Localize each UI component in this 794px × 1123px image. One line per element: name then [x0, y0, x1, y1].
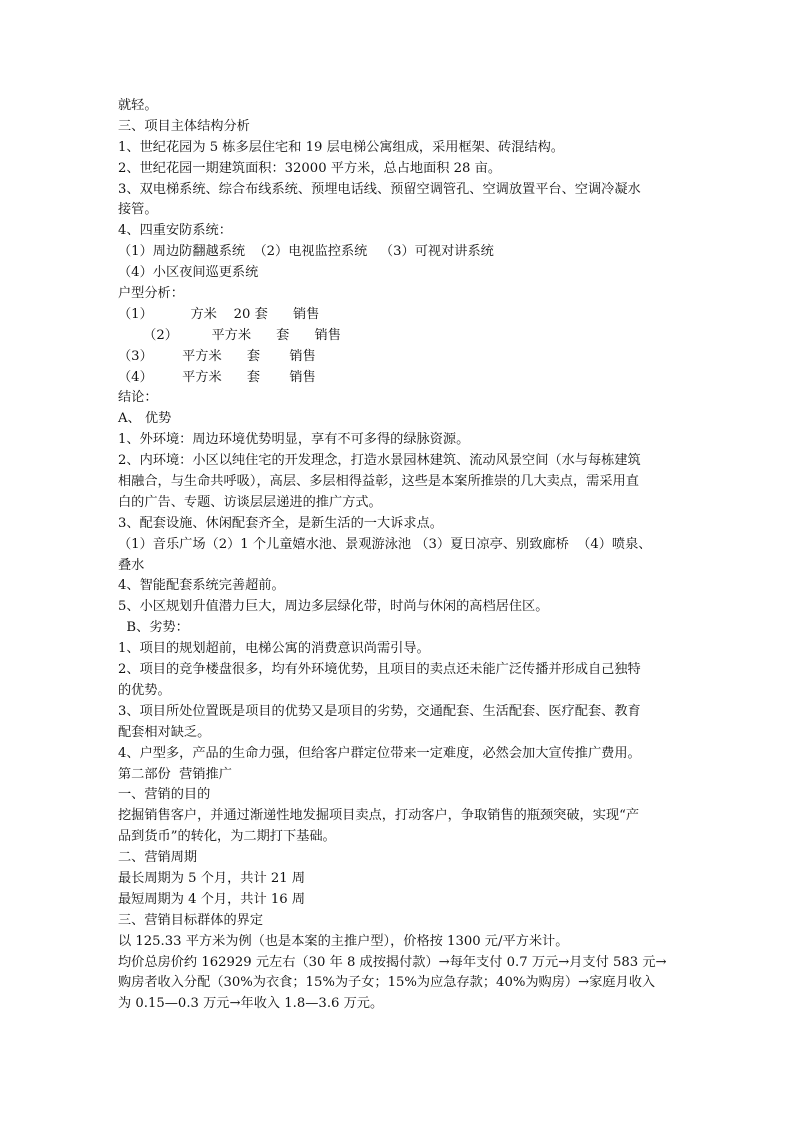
text-line: 相融合，与生命共呼吸），高层、多层相得益彰，这些是本案所推崇的几大卖点，需采用直 [118, 474, 639, 490]
section-heading: 三、营销目标群体的界定 [118, 912, 264, 928]
text-line: 以 125.33 平方米为例（也是本案的主推户型），价格按 1300 元/平方米计。 [118, 933, 569, 949]
text-line: B、劣势： [118, 620, 189, 636]
text-line: 叠水 [118, 557, 145, 573]
text-line: （1）音乐广场（2）1 个儿童嬉水池、景观游泳池 （3）夏日凉亭、别致廊桥 （4）喷泉、 [118, 536, 652, 552]
text-line: （1）周边防翻越系统 （2）电视监控系统 （3）可视对讲系统 [118, 244, 494, 260]
text-line: A、 优势 [118, 411, 172, 427]
text-line: 2、内环境：小区以纯住宅的开发理念，打造水景园林建筑、流动风景空间（水与每栋建筑 [118, 453, 641, 469]
section-heading: 户型分析： [118, 286, 184, 302]
section-heading: 三、项目主体结构分析 [118, 118, 250, 134]
text-line: 配套相对缺乏。 [118, 724, 211, 740]
text-line: 2、世纪花园一期建筑面积：32000 平方米，总占地面积 28 亩。 [118, 160, 502, 176]
text-line: 2、项目的竞争楼盘很多，均有外环境优势，且项目的卖点还未能广泛传播并形成自己独特 [118, 662, 641, 678]
text-line: 1、外环境：周边环境优势明显，享有不可多得的绿脉资源。 [118, 432, 470, 448]
text-line: 1、世纪花园为 5 栋多层住宅和 19 层电梯公寓组成，采用框架、砖混结构。 [118, 139, 564, 155]
text-line: 购房者收入分配（30%为衣食；15%为子女；15%为应急存款；40%为购房）→家庭月收入 [118, 975, 656, 991]
text-line: 最短周期为 4 个月，共计 16 周 [118, 891, 306, 907]
document-page [118, 96, 683, 1015]
text-line: 3、配套设施、休闲配套齐全，是新生活的一大诉求点。 [118, 515, 443, 531]
text-line: 最长周期为 5 个月，共计 21 周 [118, 870, 306, 886]
text-line: 品到货币”的转化，为二期打下基础。 [118, 829, 336, 845]
text-line: 挖掘销售客户，并通过渐递性地发掘项目卖点，打动客户，争取销售的瓶颈突破，实现“产 [118, 808, 640, 824]
text-line: 4、智能配套系统完善超前。 [118, 578, 285, 594]
section-heading: 第二部份 营销推广 [118, 766, 232, 782]
text-line: 就轻。 [118, 98, 158, 113]
section-heading: 一、营销的目的 [118, 787, 211, 803]
section-heading: 结论： [118, 390, 158, 406]
text-line: 3、项目所处位置既是项目的优势又是项目的劣势，交通配套、生活配套、医疗配套、教育 [118, 703, 641, 719]
text-line: （4） 平方米 套 销售 [118, 369, 316, 385]
section-heading: 二、营销周期 [118, 850, 198, 866]
text-line: 白的广告、专题、访谈层层递进的推广方式。 [118, 494, 382, 510]
text-line: （3） 平方米 套 销售 [118, 348, 316, 364]
text-line: 均价总房价约 162929 元左右（30 年 8 成按揭付款）→每年支付 0.7 万元→月支付 583 元→ [118, 954, 667, 970]
text-line: 的优势。 [118, 682, 171, 698]
text-line: 1、项目的规划超前，电梯公寓的消费意识尚需引导。 [118, 641, 430, 657]
text-line: （4）小区夜间巡更系统 [118, 265, 259, 281]
text-line: （2） 平方米 套 销售 [118, 327, 341, 343]
text-line: 为 0.15—0.3 万元→年收入 1.8—3.6 万元。 [118, 996, 384, 1012]
text-line: 接管。 [118, 202, 158, 218]
text-line: （1） 方米 20 套 销售 [118, 306, 320, 322]
text-line: 4、四重安防系统： [118, 223, 232, 239]
text-line: 3、双电梯系统、综合布线系统、预埋电话线、预留空调管孔、空调放置平台、空调冷凝水 [118, 181, 641, 197]
text-line: 4、户型多，产品的生命力强，但给客户群定位带来一定难度，必然会加大宣传推广费用。 [118, 745, 641, 761]
text-line: 5、小区规划升值潜力巨大，周边多层绿化带，时尚与休闲的高档居住区。 [118, 599, 549, 615]
